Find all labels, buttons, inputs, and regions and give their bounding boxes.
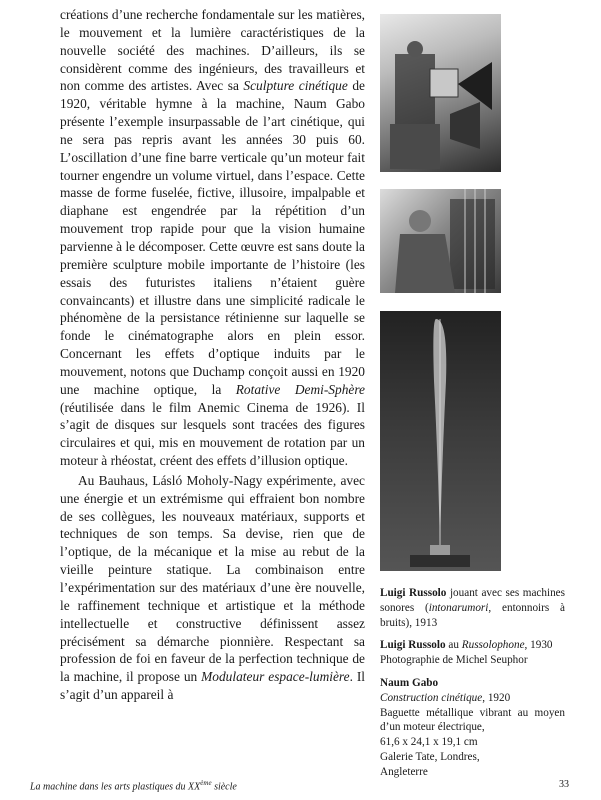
- text-run: de 1920, véritable hymne à la machine, Naum Gabo présente l’exemple insurpassable de l’art cinétique, qui ne sera pas repris avant les années 30 puis 60. L’oscillation d’une fine barre verticale qu’un moteur fait tourner engendre un volume virtuel, dans l’espace. Cette masse de forme fuselée, fictive, illusoire, impalpable et diaphane est engendrée par la répétition d’un mouvement trop rapide pour que la vision humaine parvienne à le décomposer. Cette œuvre est sans doute la première sculpture mobile importante de l’histoire (les essais des futuristes italiens n’étaient guère convaincants) et illustre dans une simplicité radicale le phénomène de la persistance rétinienne sur laquelle se fonde le cinématographe alors en plein essor. Concernant les effets d’optique induits par le mouvement, notons que Duchamp conçoit aussi en 1920 une machine optique, la: [60, 78, 365, 397]
- caption-text: , 1920: [482, 691, 511, 704]
- caption-2: [380, 638, 565, 668]
- footer-superscript: ème: [200, 779, 212, 787]
- main-text-column: [60, 6, 365, 704]
- text-run: Au Bauhaus, Lásló Moholy-Nagy expérimente, avec une énergie et un extrémisme qui effraient bon nombre de ses collègues, les nouveaux matériaux, supports et techniques de son temps. Sa devise, rien que de l’optique, de la mécanique et la mise au rebut de la vieille peinture statique. La combinaison entre l’expérimentation sur des matériaux d’une ère nouvelle, le raffinement technique et artistique et la méthode intellectuelle et constructive définissent assez précisément sa démarche pionnière. Respectant sa profession de foi en faveur de la perfection technique de la machine, il propose un: [60, 472, 365, 685]
- caption-credit: Photographie de Michel Seuphor: [380, 654, 528, 667]
- caption-title: intonarumori: [428, 601, 489, 614]
- caption-collection: Galerie Tate, Londres,: [380, 750, 480, 763]
- captions: [380, 586, 565, 788]
- text-run: (réutilisée dans le film Anemic Cinema de 1926). Il s’agit de disques sur lesquels sont tracées des figures circulaires et qui, mis en mouvement de rotation par un moteur à rhéostat, créent des effets d’illusion optique.: [60, 399, 365, 469]
- caption-name: Luigi Russolo: [380, 639, 446, 652]
- caption-text: , 1930: [524, 639, 553, 652]
- photo-russolo-intonarumori: [380, 14, 501, 172]
- caption-collection: Angleterre: [380, 765, 428, 778]
- photo-russolophone: [380, 189, 501, 293]
- artwork-title: Rotative Demi-Sphère: [235, 381, 365, 397]
- photo-content: [380, 311, 501, 571]
- caption-name: Luigi Russolo: [380, 587, 447, 599]
- caption-title: Construction cinétique: [380, 691, 483, 704]
- footer-text: La machine dans les arts plastiques du XX: [30, 781, 201, 793]
- caption-3: [380, 676, 565, 780]
- caption-text: , entonnoirs à bruits), 1913: [380, 601, 566, 629]
- caption-text: au: [445, 639, 462, 652]
- caption-title: Russolophone: [461, 639, 525, 652]
- text-run: créations d’une recherche fondamentale sur les matières, le mouvement et la lumière caractéristiques de la nouvelle société des machines. D’ailleurs, ils se considèrent comme des ingénieurs, des travailleurs et non comme des artistes. Avec sa: [60, 7, 365, 94]
- artwork-title: Modulateur espace-lumière: [201, 669, 350, 685]
- footer-text: siècle: [211, 781, 237, 793]
- artwork-title: Sculpture cinétique: [243, 78, 348, 94]
- body-paragraph-1: [60, 6, 365, 470]
- photo-naum-gabo-construction: [380, 311, 501, 571]
- photo-content: [380, 14, 501, 172]
- caption-text: Baguette métallique vibrant au moyen d’un moteur électrique,: [380, 706, 565, 734]
- caption-1: [380, 586, 565, 630]
- caption-name: Naum Gabo: [380, 676, 439, 689]
- caption-text: jouant avec ses machines sonores (: [380, 587, 565, 614]
- body-paragraph-2: [60, 472, 365, 704]
- page-number: 33: [559, 779, 569, 790]
- photo-content: [380, 189, 501, 293]
- running-footer-title: [30, 779, 237, 792]
- caption-dimensions: 61,6 x 24,1 x 19,1 cm: [380, 736, 478, 749]
- text-run: . Il s’agit d’un appareil à: [60, 669, 365, 703]
